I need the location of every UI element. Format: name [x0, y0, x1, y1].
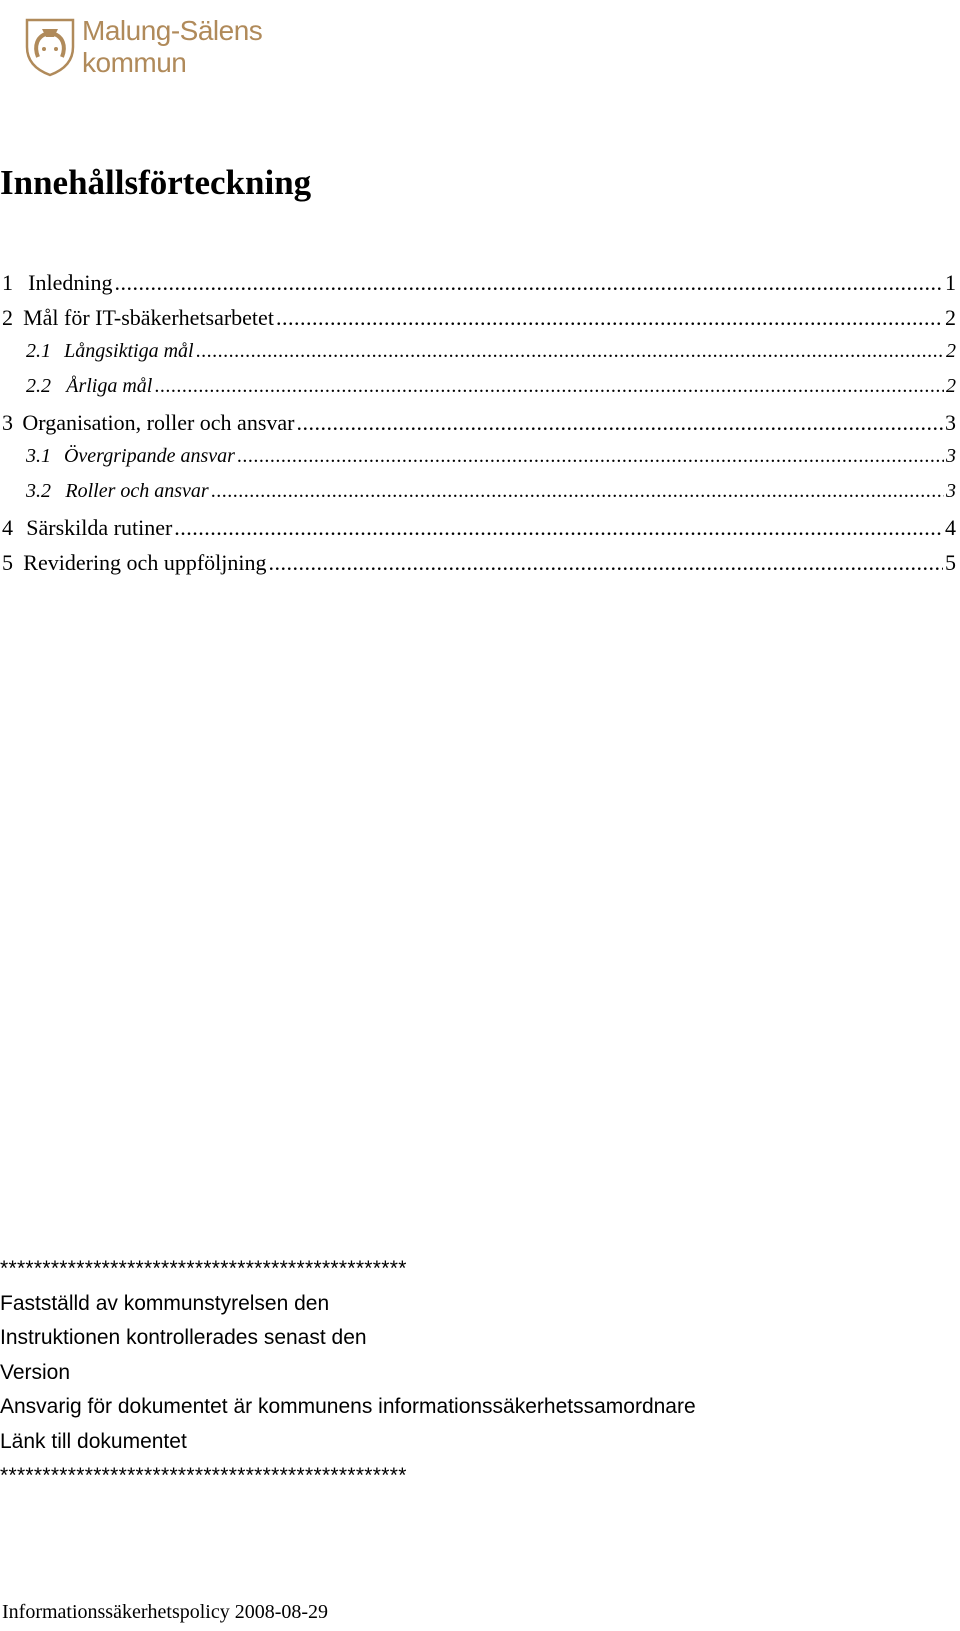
toc-entry-page: 3	[945, 410, 956, 435]
established-by-text: Fastställd av kommunstyrelsen den	[0, 1291, 330, 1315]
dot-leader	[268, 550, 943, 576]
toc-entry[interactable]	[0, 480, 958, 515]
logo-text: Malung-Sälens kommun	[82, 15, 263, 78]
stars-divider-bottom: ************************************************	[0, 1464, 407, 1487]
toc-entry-page: 2	[946, 375, 956, 397]
toc-entry-number: 5	[2, 550, 13, 575]
document-link-text: Länk till dokumentet	[0, 1429, 187, 1453]
toc-entry-label: Mål för IT-sbäkerhetsarbetet	[23, 305, 274, 330]
toc-entry[interactable]	[0, 410, 958, 445]
toc-entry[interactable]	[0, 340, 958, 375]
toc-entry-number: 4	[2, 515, 13, 540]
toc-entry-page: 2	[945, 305, 956, 330]
toc-entry-label: Revidering och uppföljning	[23, 550, 267, 575]
toc-entry-label: Inledning	[28, 270, 113, 295]
toc-entry-page: 4	[945, 515, 956, 540]
horseshoe-shield-icon	[24, 17, 76, 77]
document-metadata	[0, 1252, 960, 1494]
responsible-text: Ansvarig för dokumentet är kommunens informationssäkerhetssamordnare	[0, 1395, 696, 1418]
toc-entry-label: Övergripande ansvar	[63, 445, 235, 467]
toc-entry-label: Särskilda rutiner	[26, 515, 173, 540]
toc-entry[interactable]	[0, 515, 958, 550]
toc-entry-number: 2.2	[26, 375, 51, 397]
version-text: Version	[0, 1360, 71, 1384]
toc-entry-label: Roller och ansvar	[65, 480, 209, 502]
dot-leader	[211, 480, 944, 503]
toc-entry-number: 3.1	[26, 445, 51, 467]
dot-leader	[237, 445, 944, 468]
toc-entry-number: 3	[2, 410, 13, 435]
toc-entry[interactable]	[0, 550, 958, 585]
dot-leader	[154, 375, 944, 398]
toc-entry[interactable]	[0, 270, 958, 305]
toc-entry-number: 2.1	[26, 340, 51, 362]
toc-entry-page: 3	[946, 480, 956, 502]
page-footer: Informationssäkerhetspolicy 2008-08-29	[2, 1601, 329, 1623]
dot-leader	[174, 515, 943, 541]
toc-title: Innehållsförteckning	[0, 163, 312, 202]
toc-entry-page: 1	[945, 270, 956, 295]
toc-entry-label: Långsiktiga mål	[64, 340, 194, 362]
toc-entry-page: 3	[946, 445, 956, 467]
dot-leader	[196, 340, 944, 363]
toc-entry[interactable]	[0, 305, 958, 340]
dot-leader	[114, 270, 943, 296]
table-of-contents	[0, 270, 958, 585]
toc-entry-page: 2	[946, 340, 956, 362]
toc-entry-number: 1	[2, 270, 13, 295]
toc-entry[interactable]	[0, 445, 958, 480]
municipality-logo	[24, 14, 354, 80]
toc-entry-page: 5	[945, 550, 956, 575]
stars-divider-top: ************************************************	[0, 1257, 407, 1280]
toc-entry-label: Organisation, roller och ansvar	[22, 410, 295, 435]
toc-entry-number: 2	[2, 305, 13, 330]
toc-entry-label: Årliga mål	[66, 375, 153, 397]
toc-entry-number: 3.2	[26, 480, 51, 502]
dot-leader	[296, 410, 943, 436]
toc-entry[interactable]	[0, 375, 958, 410]
last-checked-text: Instruktionen kontrollerades senast den	[0, 1326, 367, 1349]
dot-leader	[276, 305, 943, 331]
